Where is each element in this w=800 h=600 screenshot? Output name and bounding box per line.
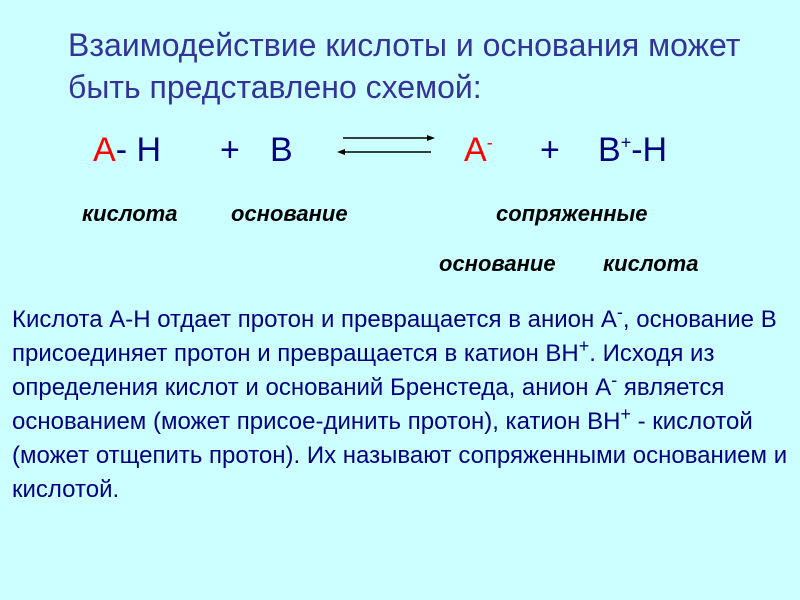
title-line-1: Взаимодействие кислоты и основания может [68, 27, 741, 63]
equation-plus-2: + [540, 131, 560, 169]
para-part-3: . Исходя из определения кислот и оснований Бренстеда, анион А [12, 340, 715, 401]
title-line-2: быть представлено схемой: [68, 69, 482, 105]
equation-acid [93, 130, 161, 170]
para-part-2: , основание В присоединяет протон и превращается в катион ВН [12, 306, 777, 367]
label-conjugate-acid: кислота [603, 251, 699, 276]
equation-base: В [270, 131, 293, 169]
cation-hydrogen-part: -Н [631, 131, 668, 169]
equation-cation [598, 130, 667, 170]
para-sup-4: + [620, 404, 631, 424]
equilibrium-arrows-icon [335, 134, 440, 158]
para-part-5: - кислотой (может отщепить протон). Их называют сопряженными основанием и кислотой. [12, 408, 788, 503]
cation-charge: + [620, 132, 632, 153]
para-part-1: Кислота А-Н отдает протон и превращается в анион А [12, 306, 617, 333]
acid-hydrogen-part: - Н [115, 131, 162, 169]
para-part-4: является основанием (может присое-динить протон), катион ВН [12, 374, 725, 435]
para-sup-1: - [616, 302, 623, 322]
equation-anion [464, 130, 493, 170]
equation-plus-1: + [220, 131, 240, 169]
explanation-paragraph [12, 303, 792, 507]
para-sup-3: - [611, 370, 618, 390]
label-base: основание [231, 201, 348, 226]
para-sup-2: + [578, 336, 590, 356]
acid-anion-part: А [93, 131, 116, 169]
label-acid: кислота [82, 201, 178, 226]
label-conjugate: сопряженные [496, 201, 648, 226]
cation-symbol: В [598, 131, 621, 169]
anion-charge: - [486, 132, 493, 153]
anion-symbol: А [464, 131, 487, 169]
slide-title [68, 24, 788, 108]
label-conjugate-base: основание [439, 251, 556, 276]
